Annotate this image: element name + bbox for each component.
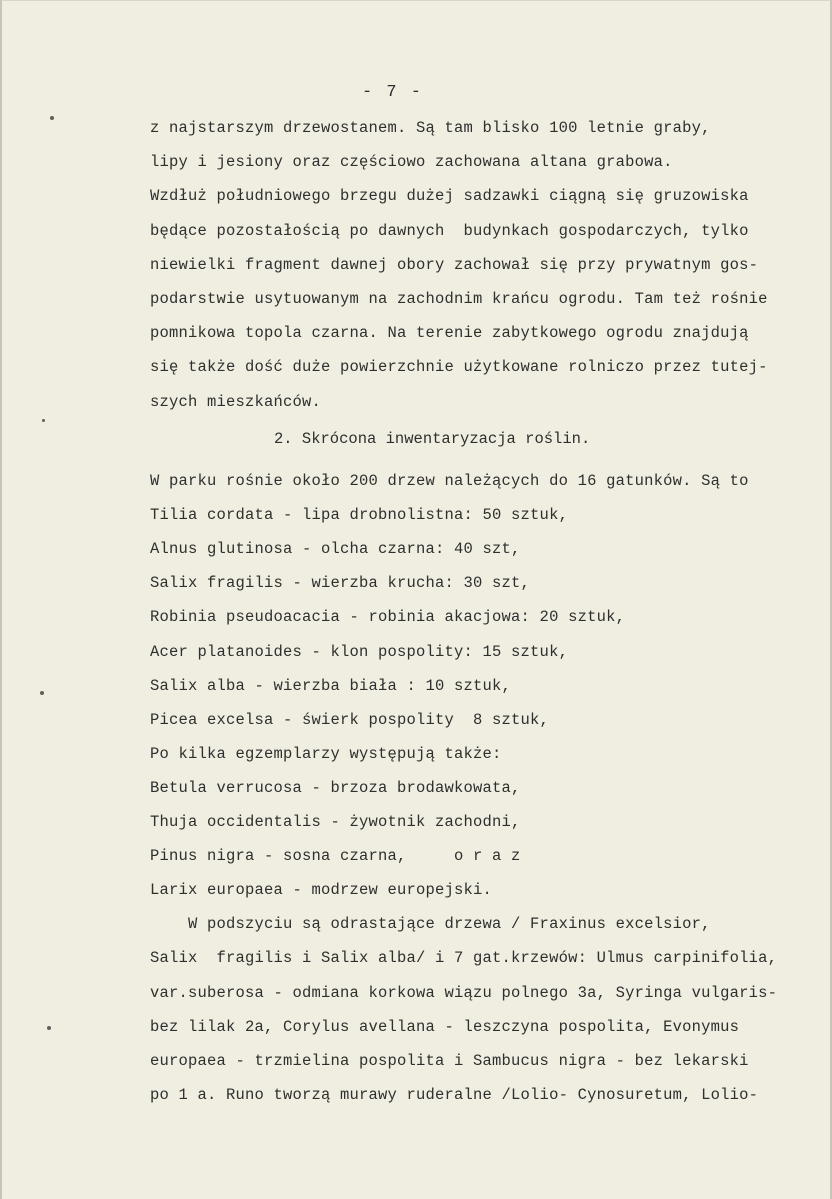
text-line: Larix europaea - modrzew europejski. bbox=[150, 881, 493, 900]
text-line: Thuja occidentalis - żywotnik zachodni, bbox=[150, 813, 521, 831]
margin-speck bbox=[40, 691, 44, 695]
margin-speck bbox=[47, 1026, 51, 1030]
text-line: będące pozostałością po dawnych budynkach gospodarczych, tylko bbox=[150, 221, 749, 240]
text-line: var.suberosa - odmiana korkowa wiązu polnego 3a, Syringa vulgaris- bbox=[150, 983, 778, 1002]
text-line: Betula verrucosa - brzoza brodawkowata, bbox=[150, 778, 521, 797]
text-line: bez lilak 2a, Corylus avellana - leszczyna pospolita, Evonymus bbox=[150, 1017, 740, 1036]
text-line: Picea excelsa - świerk pospolity 8 sztuk, bbox=[150, 710, 550, 729]
text-line: W parku rośnie około 200 drzew należących do 16 gatunków. Są to bbox=[150, 472, 749, 490]
text-line: Acer platanoides - klon pospolity: 15 sztuk, bbox=[150, 642, 569, 661]
text-line: Robinia pseudoacacia - robinia akacjowa: 20 sztuk, bbox=[150, 608, 626, 627]
margin-speck bbox=[42, 419, 45, 422]
text-line: pomnikowa topola czarna. Na terenie zabytkowego ogrodu znajdują bbox=[150, 324, 749, 343]
text-line: lipy i jesiony oraz częściowo zachowana altana grabowa. bbox=[150, 153, 673, 172]
page-number: - 7 - bbox=[362, 83, 424, 102]
text-line: podarstwie usytuowanym na zachodnim krańcu ogrodu. Tam też rośnie bbox=[150, 290, 768, 308]
text-line: się także dość duże powierzchnie użytkowane rolniczo przez tutej- bbox=[150, 358, 768, 377]
text-line: europaea - trzmielina pospolita i Sambucus nigra - bez lekarski bbox=[150, 1051, 749, 1070]
text-line: Salix alba - wierzba biała : 10 sztuk, bbox=[150, 676, 512, 695]
text-line: Pinus nigra - sosna czarna, o r a z bbox=[150, 847, 521, 866]
text-line: Po kilka egzemplarzy występują także: bbox=[150, 744, 502, 763]
text-line: z najstarszym drzewostanem. Są tam blisko 100 letnie graby, bbox=[150, 119, 711, 137]
text-line: Salix fragilis - wierzba krucha: 30 szt, bbox=[150, 574, 531, 593]
text-line: Alnus glutinosa - olcha czarna: 40 szt, bbox=[150, 540, 521, 559]
text-line: Tilia cordata - lipa drobnolistna: 50 sztuk, bbox=[150, 506, 569, 525]
margin-speck bbox=[50, 116, 54, 120]
text-line: niewielki fragment dawnej obory zachował się przy prywatnym gos- bbox=[150, 255, 759, 274]
text-line: szych mieszkańców. bbox=[150, 392, 322, 411]
text-line: Wzdłuż południowego brzegu dużej sadzawki ciągną się gruzowiska bbox=[150, 187, 749, 206]
text-line: W podszyciu są odrastające drzewa / Fraxinus excelsior, bbox=[150, 915, 711, 934]
text-line: po 1 a. Runo tworzą murawy ruderalne /Lolio- Cynosuretum, Lolio- bbox=[150, 1085, 759, 1104]
section-heading: 2. Skrócona inwentaryzacja roślin. bbox=[274, 430, 591, 448]
text-line: Salix fragilis i Salix alba/ i 7 gat.krzewów: Ulmus carpinifolia, bbox=[150, 949, 778, 968]
